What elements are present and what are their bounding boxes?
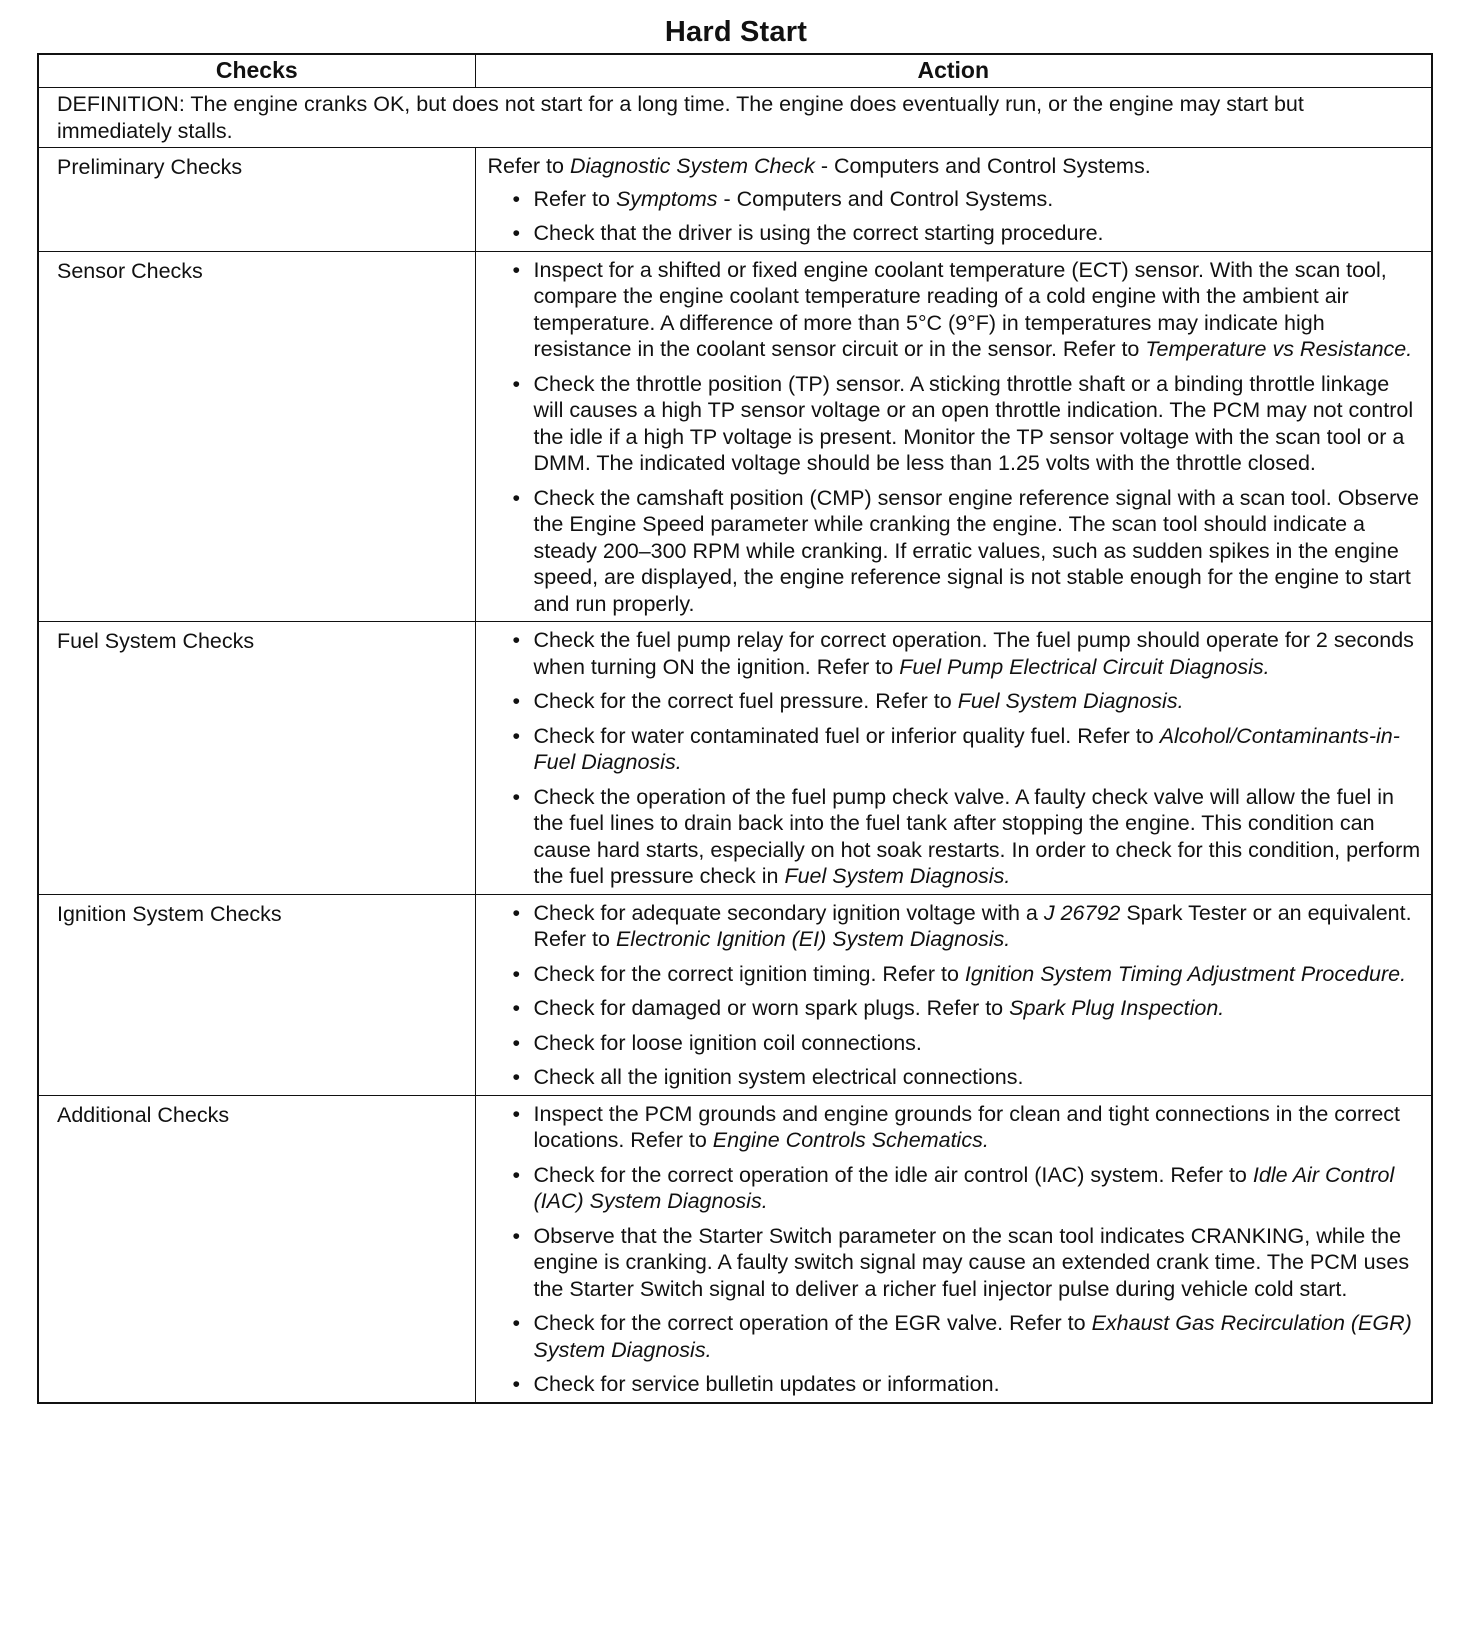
- page-title: Hard Start: [664, 16, 808, 48]
- bullet-icon: •: [512, 1223, 521, 1248]
- reference: Engine Controls Schematics.: [712, 1128, 989, 1152]
- bullet-icon: •: [512, 371, 521, 396]
- text: Check all the ignition system electrical connections.: [533, 1065, 1024, 1089]
- text: Check for service bulletin updates or information.: [533, 1372, 1000, 1396]
- check-name: Preliminary Checks: [38, 148, 475, 252]
- reference: J 26792: [1043, 900, 1121, 925]
- text: Refer to: [533, 186, 616, 211]
- list-item: [488, 1371, 1422, 1398]
- list-item: [488, 220, 1422, 247]
- list-item: [488, 485, 1422, 618]
- reference: Diagnostic System Check: [569, 154, 815, 178]
- list-item: [488, 723, 1422, 776]
- reference: Temperature vs Resistance.: [1145, 337, 1413, 361]
- reference: Fuel Pump Electrical Circuit Diagnosis.: [899, 654, 1270, 679]
- action-cell: [475, 1095, 1432, 1403]
- list-item: [488, 1223, 1422, 1303]
- table-row: [38, 1095, 1432, 1403]
- text: Check for the correct operation of the EGR valve. Refer to: [533, 1311, 1092, 1335]
- table-row: [38, 894, 1432, 1095]
- bullet-icon: •: [512, 784, 521, 809]
- reference: Ignition System Timing Adjustment Procedure.: [964, 961, 1407, 986]
- bullet-icon: •: [512, 689, 521, 713]
- bullet-icon: •: [512, 186, 521, 211]
- table-row: [38, 148, 1432, 252]
- bullet-icon: •: [512, 1101, 521, 1126]
- list-item: [488, 961, 1422, 988]
- reference: Spark Plug Inspection.: [1009, 996, 1225, 1020]
- bullet-icon: •: [512, 996, 521, 1020]
- header-action: Action: [475, 54, 1432, 88]
- action-cell: [475, 622, 1432, 895]
- list-item: [488, 1310, 1422, 1363]
- table-row: [38, 622, 1432, 895]
- reference: Idle Air Control (IAC) System Diagnosis.: [533, 1162, 1395, 1213]
- reference: Alcohol/Contaminants-in-Fuel Diagnosis.: [533, 723, 1400, 774]
- text: Check the operation of the fuel pump check valve. A faulty check valve will allow the fuel in the fuel lines to drain back into the fuel tank after stopping the engine. This condition can cause hard starts, especially on hot soak restarts. In order to check for this condition, perform the fuel pressure check in: [533, 784, 1421, 888]
- list-item: [488, 1064, 1422, 1091]
- text: Check that the driver is using the correct starting procedure.: [533, 221, 1104, 245]
- check-name: Fuel System Checks: [38, 622, 475, 895]
- text: Check the camshaft position (CMP) sensor engine reference signal with a scan tool. Observe the Engine Speed parameter while cranking the engine. The scan tool should indicate a steady 200–300 RPM while cranking. If erratic values, such as sudden spikes in the engine speed, are displayed, the engine reference signal is not stable enough for the engine to start and run properly.: [533, 485, 1420, 616]
- check-name: Additional Checks: [38, 1095, 475, 1403]
- list-item: [488, 900, 1422, 953]
- reference: Fuel System Diagnosis.: [784, 864, 1011, 888]
- bullet-icon: •: [512, 1372, 521, 1396]
- list-item: [488, 186, 1422, 213]
- bullet-icon: •: [512, 628, 521, 652]
- action-cell: [475, 894, 1432, 1095]
- text: Check for the correct operation of the idle air control (IAC) system. Refer to: [533, 1162, 1253, 1187]
- list-item: [488, 1030, 1422, 1057]
- list-item: [488, 257, 1422, 363]
- list-item: [488, 995, 1422, 1022]
- text: Check for the correct ignition timing. Refer to: [533, 961, 965, 986]
- action-lead: [488, 153, 1422, 180]
- bullet-icon: •: [512, 257, 521, 282]
- text: Inspect for a shifted or fixed engine coolant temperature (ECT) sensor. With the scan tool, compare the engine coolant temperature reading of a cold engine with the ambient air temperature. A difference of more than 5°C (9°F) in temperatures may indicate high resistance in the coolant sensor circuit or in the sensor. Refer to: [533, 257, 1387, 361]
- header-checks: Checks: [38, 54, 475, 88]
- check-name: Sensor Checks: [38, 251, 475, 622]
- bullet-icon: •: [512, 1065, 521, 1089]
- text: Check for loose ignition coil connections.: [533, 1030, 922, 1055]
- check-name: Ignition System Checks: [38, 894, 475, 1095]
- bullet-icon: •: [512, 1311, 521, 1335]
- reference: Electronic Ignition (EI) System Diagnosis.: [615, 927, 1011, 951]
- text: Check the fuel pump relay for correct operation. The fuel pump should operate for 2 seconds when turning ON the ignition. Refer to: [533, 628, 1414, 679]
- text: - Computers and Control Systems.: [814, 154, 1151, 178]
- bullet-icon: •: [512, 221, 521, 245]
- list-item: [488, 1162, 1422, 1215]
- list-item: [488, 627, 1422, 680]
- reference: Symptoms: [615, 186, 718, 211]
- action-cell: [475, 148, 1432, 252]
- reference: Exhaust Gas Recirculation (EGR) System Diagnosis.: [533, 1311, 1412, 1362]
- bullet-icon: •: [512, 1162, 521, 1187]
- list-item: [488, 688, 1422, 715]
- text: Check for adequate secondary ignition voltage with a: [533, 900, 1044, 925]
- text: Inspect the PCM grounds and engine grounds for clean and tight connections in the correct locations. Refer to: [533, 1101, 1401, 1152]
- text: Refer to: [487, 154, 570, 178]
- list-item: [488, 1101, 1422, 1154]
- list-item: [488, 784, 1422, 890]
- hard-start-table: [37, 53, 1433, 1404]
- reference: Fuel System Diagnosis.: [957, 689, 1184, 713]
- text: - Computers and Control Systems.: [717, 186, 1054, 211]
- text: Check for water contaminated fuel or inferior quality fuel. Refer to: [533, 723, 1160, 748]
- bullet-icon: •: [512, 485, 521, 510]
- action-cell: [475, 251, 1432, 622]
- table-row: [38, 251, 1432, 622]
- header-row: [38, 54, 1432, 88]
- text: Check for damaged or worn spark plugs. Refer to: [533, 996, 1010, 1020]
- bullet-icon: •: [512, 900, 521, 925]
- text: Observe that the Starter Switch parameter on the scan tool indicates CRANKING, while the engine is cranking. A faulty switch signal may cause an extended crank time. The PCM uses the Starter Switch signal to deliver a richer fuel injector pulse during vehicle cold start.: [533, 1223, 1410, 1301]
- definition-row: [38, 88, 1432, 148]
- bullet-icon: •: [512, 723, 521, 748]
- bullet-icon: •: [512, 1030, 521, 1055]
- text: Check the throttle position (TP) sensor. A sticking throttle shaft or a binding throttle linkage will causes a high TP sensor voltage or an open throttle indication. The PCM may not control the idle if a high TP voltage is present. Monitor the TP sensor voltage with the scan tool or a DMM. The indicated voltage should be less than 1.25 volts with the throttle closed.: [533, 371, 1414, 475]
- text: Check for the correct fuel pressure. Refer to: [533, 689, 958, 713]
- definition-text: DEFINITION: The engine cranks OK, but does not start for a long time. The engine does eventually run, or the engine may start but immediately stalls.: [38, 88, 1432, 148]
- text: Spark Tester or an equivalent. Refer to: [533, 900, 1412, 951]
- list-item: [488, 371, 1422, 477]
- bullet-icon: •: [512, 961, 521, 986]
